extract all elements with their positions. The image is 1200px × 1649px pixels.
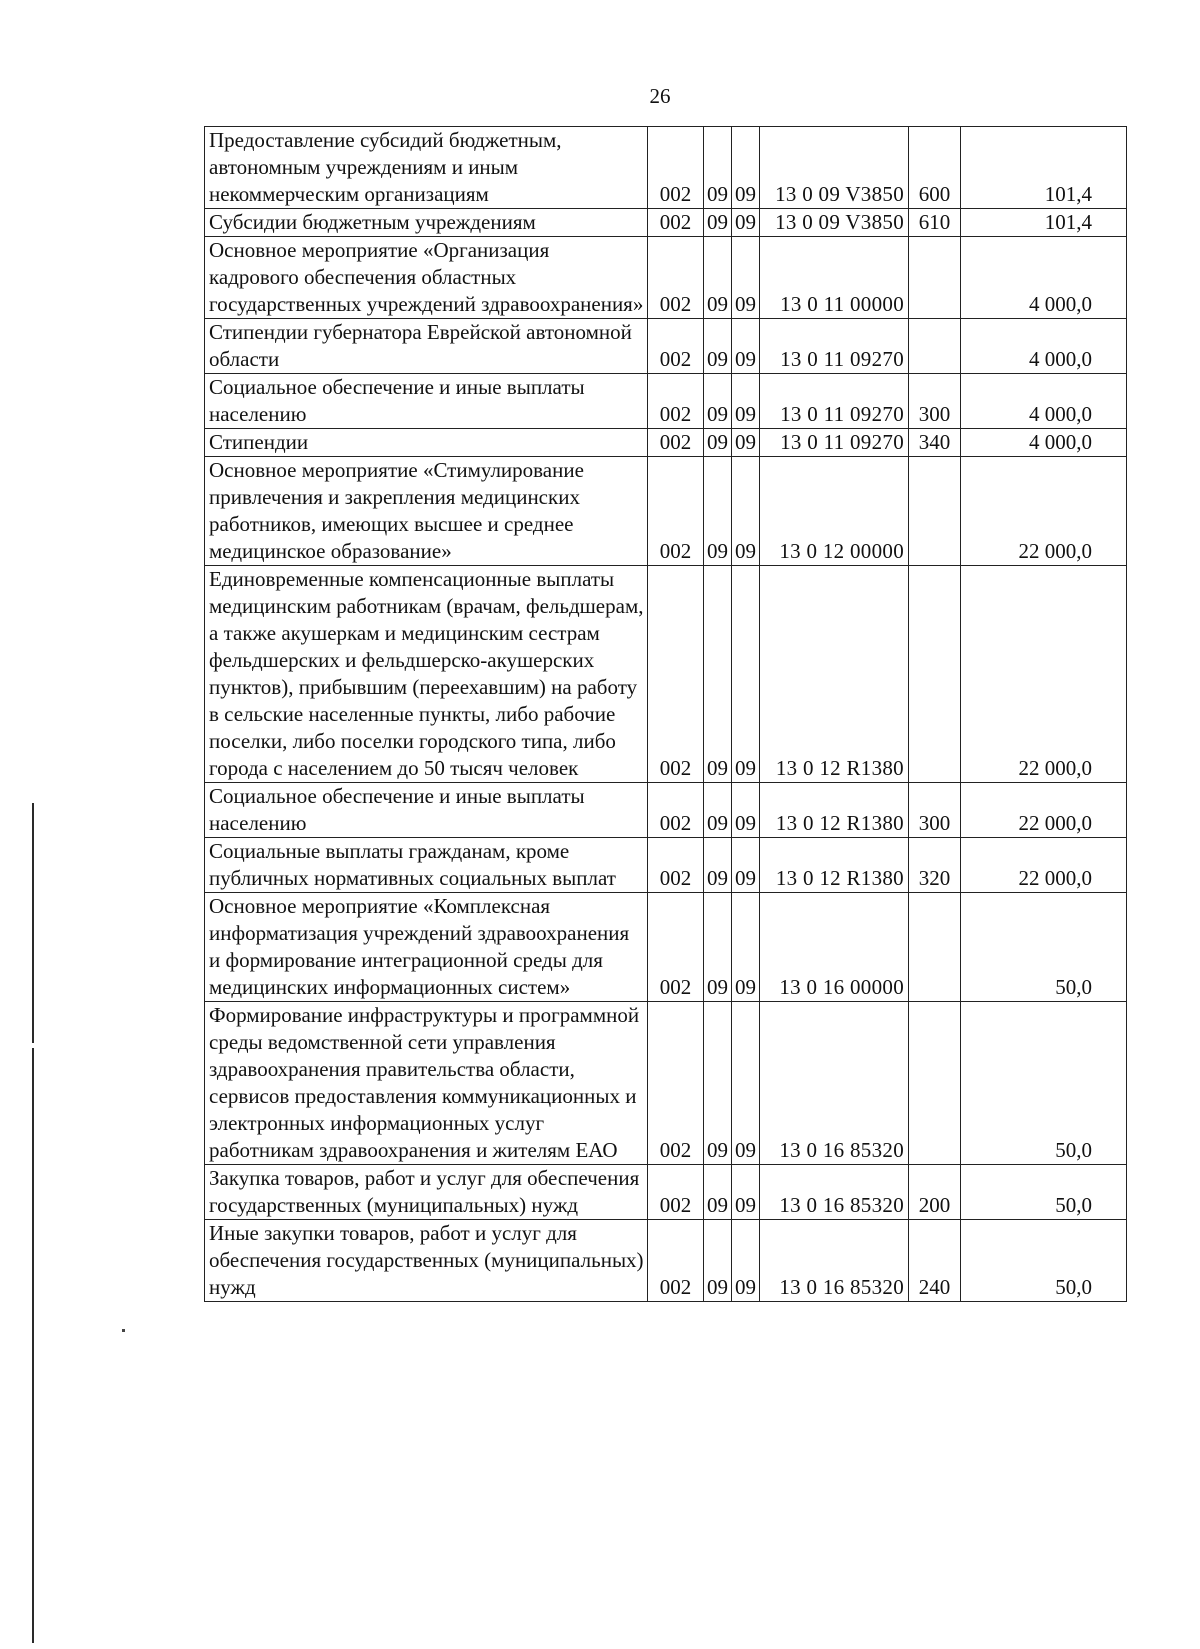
row-name: Основное мероприятие «Комплексная информатизация учреждений здравоохранения и формирование интеграционной среды для медицинских информационных систем» xyxy=(205,893,648,1002)
row-target-article-code: 13 0 16 85320 xyxy=(760,1165,909,1220)
margin-dot xyxy=(122,1329,125,1332)
row-subsection-code: 09 xyxy=(732,1220,760,1302)
row-name: Предоставление субсидий бюджетным, автономным учреждениям и иным некоммерческим организациям xyxy=(205,127,648,209)
row-target-article-code: 13 0 09 V3850 xyxy=(760,127,909,209)
row-section-code: 09 xyxy=(704,374,732,429)
row-section-code: 09 xyxy=(704,783,732,838)
row-section-code: 09 xyxy=(704,838,732,893)
row-subsection-code: 09 xyxy=(732,319,760,374)
row-section-code: 09 xyxy=(704,319,732,374)
row-target-article-code: 13 0 12 00000 xyxy=(760,457,909,566)
row-subsection-code: 09 xyxy=(732,1165,760,1220)
row-section-code: 09 xyxy=(704,893,732,1002)
table-row xyxy=(205,783,1127,838)
row-name: Социальное обеспечение и иные выплаты населению xyxy=(205,783,648,838)
row-dept-code: 002 xyxy=(648,1165,704,1220)
row-amount: 22 000,0 xyxy=(961,457,1127,566)
page-number: 26 xyxy=(649,84,671,108)
row-subsection-code: 09 xyxy=(732,374,760,429)
row-dept-code: 002 xyxy=(648,127,704,209)
row-target-article-code: 13 0 12 R1380 xyxy=(760,783,909,838)
row-target-article-code: 13 0 11 09270 xyxy=(760,319,909,374)
row-target-article-code: 13 0 11 09270 xyxy=(760,374,909,429)
row-amount: 50,0 xyxy=(961,893,1127,1002)
row-name: Стипендии xyxy=(205,429,648,457)
table-row xyxy=(205,429,1127,457)
row-amount: 4 000,0 xyxy=(961,429,1127,457)
row-name: Социальное обеспечение и иные выплаты населению xyxy=(205,374,648,429)
table-row xyxy=(205,374,1127,429)
row-dept-code: 002 xyxy=(648,566,704,783)
row-amount: 4 000,0 xyxy=(961,319,1127,374)
row-section-code: 09 xyxy=(704,429,732,457)
table-row xyxy=(205,566,1127,783)
row-target-article-code: 13 0 09 V3850 xyxy=(760,209,909,237)
row-subsection-code: 09 xyxy=(732,457,760,566)
table-row xyxy=(205,893,1127,1002)
row-name: Иные закупки товаров, работ и услуг для обеспечения государственных (муниципальных) нужд xyxy=(205,1220,648,1302)
row-subsection-code: 09 xyxy=(732,237,760,319)
row-name: Формирование инфраструктуры и программной среды ведомственной сети управления здравоохранения правительства области, сервисов предоставления коммуникационных и электронных информационных услуг работникам здравоохранения и жителям ЕАО xyxy=(205,1002,648,1165)
table-row xyxy=(205,319,1127,374)
row-target-article-code: 13 0 16 00000 xyxy=(760,893,909,1002)
row-dept-code: 002 xyxy=(648,838,704,893)
row-expense-type-code: 340 xyxy=(909,429,961,457)
row-section-code: 09 xyxy=(704,1165,732,1220)
row-amount: 101,4 xyxy=(961,209,1127,237)
row-section-code: 09 xyxy=(704,127,732,209)
row-expense-type-code xyxy=(909,893,961,1002)
row-target-article-code: 13 0 11 09270 xyxy=(760,429,909,457)
row-dept-code: 002 xyxy=(648,1220,704,1302)
row-subsection-code: 09 xyxy=(732,783,760,838)
row-dept-code: 002 xyxy=(648,374,704,429)
row-dept-code: 002 xyxy=(648,783,704,838)
table-row xyxy=(205,237,1127,319)
row-subsection-code: 09 xyxy=(732,209,760,237)
row-dept-code: 002 xyxy=(648,319,704,374)
row-amount: 50,0 xyxy=(961,1220,1127,1302)
row-name: Социальные выплаты гражданам, кроме публичных нормативных социальных выплат xyxy=(205,838,648,893)
row-target-article-code: 13 0 12 R1380 xyxy=(760,838,909,893)
row-dept-code: 002 xyxy=(648,893,704,1002)
row-expense-type-code xyxy=(909,319,961,374)
row-dept-code: 002 xyxy=(648,457,704,566)
row-amount: 101,4 xyxy=(961,127,1127,209)
row-expense-type-code: 320 xyxy=(909,838,961,893)
margin-line xyxy=(32,803,34,1043)
row-amount: 22 000,0 xyxy=(961,783,1127,838)
row-section-code: 09 xyxy=(704,566,732,783)
row-name: Основное мероприятие «Стимулирование привлечения и закрепления медицинских работников, имеющих высшее и среднее медицинское образование» xyxy=(205,457,648,566)
row-name: Субсидии бюджетным учреждениям xyxy=(205,209,648,237)
row-target-article-code: 13 0 16 85320 xyxy=(760,1002,909,1165)
row-expense-type-code: 600 xyxy=(909,127,961,209)
row-name: Закупка товаров, работ и услуг для обеспечения государственных (муниципальных) нужд xyxy=(205,1165,648,1220)
margin-line xyxy=(32,1048,34,1643)
row-dept-code: 002 xyxy=(648,237,704,319)
row-name: Стипендии губернатора Еврейской автономной области xyxy=(205,319,648,374)
row-target-article-code: 13 0 12 R1380 xyxy=(760,566,909,783)
row-expense-type-code xyxy=(909,566,961,783)
row-target-article-code: 13 0 11 00000 xyxy=(760,237,909,319)
row-name: Основное мероприятие «Организация кадрового обеспечения областных государственных учреждений здравоохранения» xyxy=(205,237,648,319)
row-amount: 50,0 xyxy=(961,1002,1127,1165)
table-body xyxy=(205,127,1127,1302)
row-amount: 50,0 xyxy=(961,1165,1127,1220)
row-dept-code: 002 xyxy=(648,1002,704,1165)
row-expense-type-code: 610 xyxy=(909,209,961,237)
row-subsection-code: 09 xyxy=(732,127,760,209)
row-amount: 22 000,0 xyxy=(961,566,1127,783)
row-amount: 22 000,0 xyxy=(961,838,1127,893)
row-expense-type-code: 300 xyxy=(909,374,961,429)
row-name: Единовременные компенсационные выплаты медицинским работникам (врачам, фельдшерам, а также акушеркам и медицинским сестрам фельдшерских и фельдшерско-акушерских пунктов), прибывшим (переехавшим) на работу в сельские населенные пункты, либо рабочие поселки, либо поселки городского типа, либо города с населением до 50 тысяч человек xyxy=(205,566,648,783)
row-subsection-code: 09 xyxy=(732,838,760,893)
table-row xyxy=(205,838,1127,893)
row-section-code: 09 xyxy=(704,1220,732,1302)
table-row xyxy=(205,1002,1127,1165)
row-section-code: 09 xyxy=(704,1002,732,1165)
row-expense-type-code: 240 xyxy=(909,1220,961,1302)
row-expense-type-code xyxy=(909,457,961,566)
row-dept-code: 002 xyxy=(648,209,704,237)
row-amount: 4 000,0 xyxy=(961,374,1127,429)
row-section-code: 09 xyxy=(704,209,732,237)
budget-table xyxy=(204,126,1127,1302)
row-expense-type-code: 200 xyxy=(909,1165,961,1220)
row-subsection-code: 09 xyxy=(732,566,760,783)
row-expense-type-code xyxy=(909,237,961,319)
row-subsection-code: 09 xyxy=(732,429,760,457)
row-expense-type-code xyxy=(909,1002,961,1165)
row-amount: 4 000,0 xyxy=(961,237,1127,319)
row-target-article-code: 13 0 16 85320 xyxy=(760,1220,909,1302)
table-row xyxy=(205,127,1127,209)
row-subsection-code: 09 xyxy=(732,1002,760,1165)
table-row xyxy=(205,1220,1127,1302)
table-row xyxy=(205,209,1127,237)
row-subsection-code: 09 xyxy=(732,893,760,1002)
row-dept-code: 002 xyxy=(648,429,704,457)
row-section-code: 09 xyxy=(704,237,732,319)
table-row xyxy=(205,1165,1127,1220)
row-expense-type-code: 300 xyxy=(909,783,961,838)
table-row xyxy=(205,457,1127,566)
row-section-code: 09 xyxy=(704,457,732,566)
